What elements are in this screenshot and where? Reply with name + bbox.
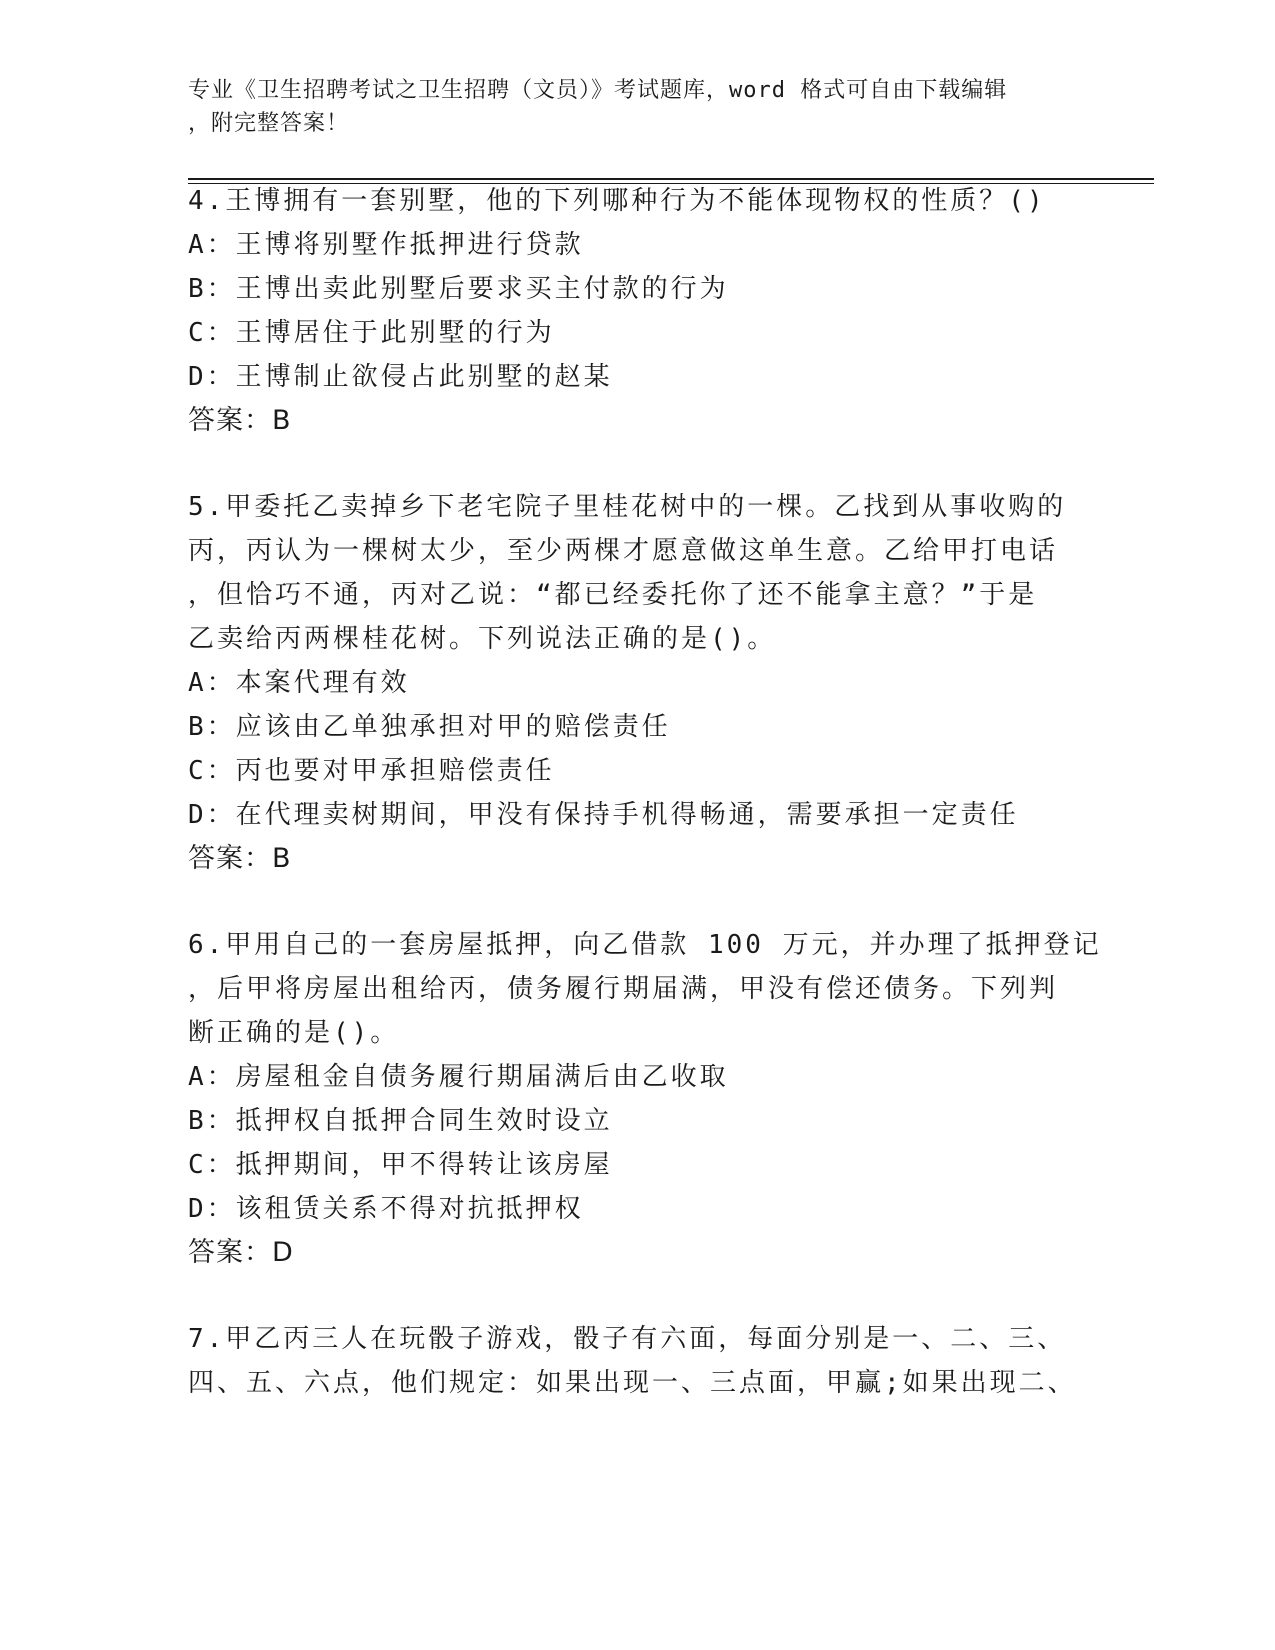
question-6-option-a: A：房屋租金自债务履行期届满后由乙收取	[188, 1062, 729, 1092]
question-5-option-d: D：在代理卖树期间，甲没有保持手机得畅通，需要承担一定责任	[188, 800, 1019, 830]
document-header	[188, 74, 1068, 140]
question-6-option-b: B：抵押权自抵押合同生效时设立	[188, 1106, 613, 1136]
question-6-option-d: D：该租赁关系不得对抗抵押权	[188, 1194, 584, 1224]
question-6-answer: 答案：D	[188, 1237, 294, 1268]
question-5-stem-line-2: 丙，丙认为一棵树太少，至少两棵才愿意做这单生意。乙给甲打电话	[188, 536, 1059, 566]
question-5-stem-line-4: 乙卖给丙两棵桂花树。下列说法正确的是()。	[188, 624, 777, 654]
question-5-stem-line-1: 5.甲委托乙卖掉乡下老宅院子里桂花树中的一棵。乙找到从事收购的	[188, 492, 1067, 522]
header-line-1: 专业《卫生招聘考试之卫生招聘（文员）》考试题库，word 格式可自由下载编辑	[188, 78, 1008, 103]
question-4-option-a: A：王博将别墅作抵押进行贷款	[188, 230, 584, 260]
question-5-option-b: B：应该由乙单独承担对甲的赔偿责任	[188, 712, 671, 742]
question-5-option-a: A：本案代理有效	[188, 668, 410, 698]
question-6-stem-line-3: 断正确的是()。	[188, 1018, 400, 1048]
question-6-option-c: C：抵押期间，甲不得转让该房屋	[188, 1150, 613, 1180]
question-4-option-c: C：王博居住于此别墅的行为	[188, 318, 555, 348]
question-5-answer: 答案：B	[188, 843, 292, 874]
header-line-2: ，附完整答案！	[188, 111, 350, 136]
question-4-option-d: D：王博制止欲侵占此别墅的赵某	[188, 362, 613, 392]
question-7-stem-line-1: 7.甲乙丙三人在玩骰子游戏，骰子有六面，每面分别是一、二、三、	[188, 1324, 1067, 1354]
question-6-stem-line-2: ，后甲将房屋出租给丙，债务履行期届满，甲没有偿还债务。下列判	[188, 974, 1059, 1004]
question-4-stem: 4.王博拥有一套别墅，他的下列哪种行为不能体现物权的性质？()	[188, 186, 1046, 216]
question-5-stem-line-3: ，但恰巧不通，丙对乙说：“都已经委托你了还不能拿主意？”于是	[188, 580, 1038, 610]
question-4-answer: 答案：B	[188, 405, 292, 436]
question-5-option-c: C：丙也要对甲承担赔偿责任	[188, 756, 555, 786]
question-6-stem-line-1: 6.甲用自己的一套房屋抵押，向乙借款 100 万元，并办理了抵押登记	[188, 930, 1102, 960]
question-7-stem-line-2: 四、五、六点，他们规定：如果出现一、三点面，甲赢;如果出现二、	[188, 1368, 1077, 1398]
question-4-option-b: B：王博出卖此别墅后要求买主付款的行为	[188, 274, 729, 304]
